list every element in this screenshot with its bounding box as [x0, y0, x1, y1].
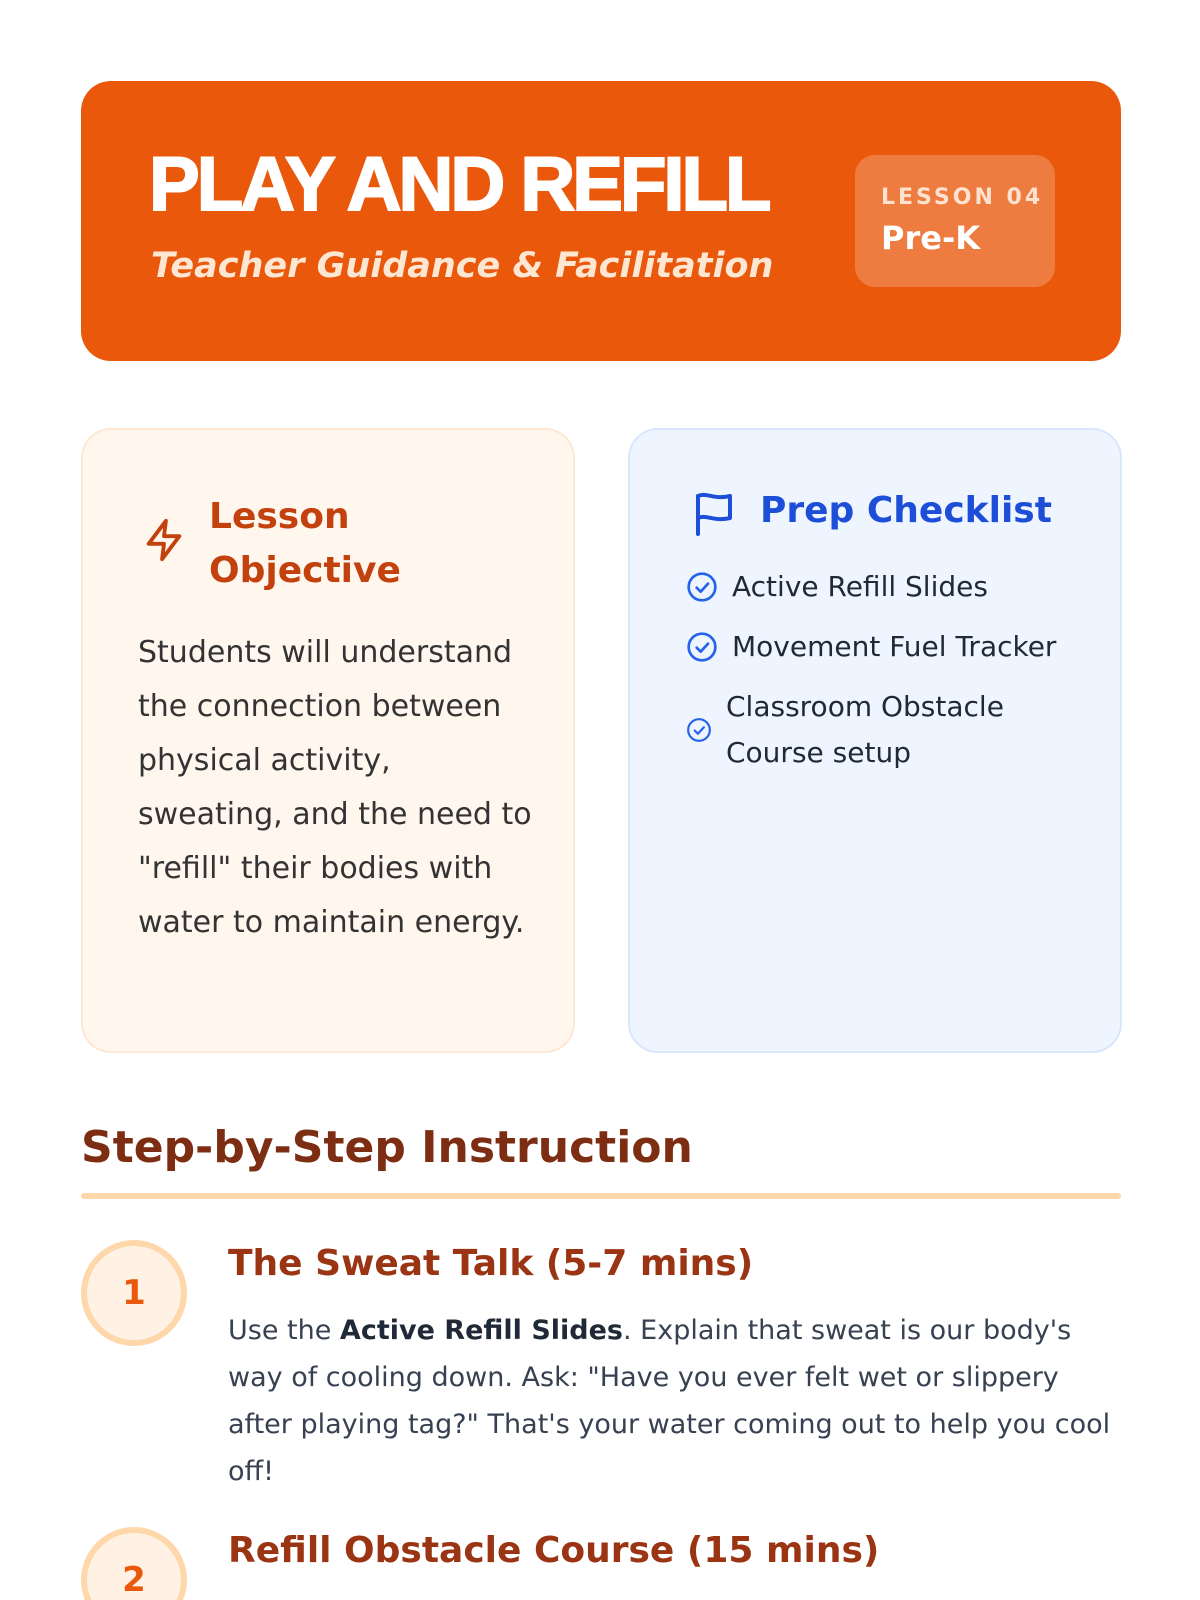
- lesson-objective-card: [81, 428, 575, 1053]
- objective-text: Students will understand the connection between physical activity, sweating, and the need to "refill" their bodies with water to maintain energy.: [138, 635, 532, 940]
- step-text-emphasis: Active Refill Slides: [339, 1315, 623, 1346]
- checklist-item: [686, 564, 988, 610]
- page-subtitle: Teacher Guidance & Facilitation: [151, 246, 774, 286]
- step-title: Refill Obstacle Course (15 mins): [228, 1530, 880, 1571]
- page-title: PLAY AND REFILL: [149, 142, 769, 227]
- step-text: Use the: [228, 1315, 340, 1346]
- section-heading: Step-by-Step Instruction: [81, 1122, 693, 1173]
- objective-title: Lesson Objective: [209, 496, 401, 591]
- checklist-item-label: Classroom Obstacle Course setup: [726, 690, 1004, 769]
- prep-checklist-card: [628, 428, 1122, 1053]
- checklist-item-label: Movement Fuel Tracker: [732, 630, 1057, 663]
- checklist-item: [686, 624, 1056, 670]
- flag-icon: [690, 488, 738, 540]
- prep-checklist-title: Prep Checklist: [760, 490, 1052, 531]
- lesson-number: LESSON 04: [881, 185, 1044, 210]
- checklist-item: [686, 684, 1026, 776]
- check-circle-icon: [686, 717, 712, 743]
- checklist-item-label: Active Refill Slides: [732, 570, 988, 603]
- step-number-badge: 2: [81, 1527, 187, 1600]
- step-text: . Explain that sweat is our body's way of cooling down. Ask: "Have you ever felt wet or slippery after playing tag?" That's your water coming out to help you cool off!: [228, 1315, 1111, 1487]
- check-circle-icon: [686, 571, 718, 603]
- lightning-bolt-icon: [141, 514, 187, 566]
- lesson-badge: [855, 155, 1055, 287]
- header-banner: [81, 81, 1121, 361]
- step-description: [228, 1307, 1118, 1495]
- step-number-badge: 1: [81, 1240, 187, 1346]
- check-circle-icon: [686, 631, 718, 663]
- section-divider: [81, 1193, 1121, 1199]
- grade-level: Pre-K: [881, 219, 981, 257]
- step-title: The Sweat Talk (5-7 mins): [228, 1243, 754, 1284]
